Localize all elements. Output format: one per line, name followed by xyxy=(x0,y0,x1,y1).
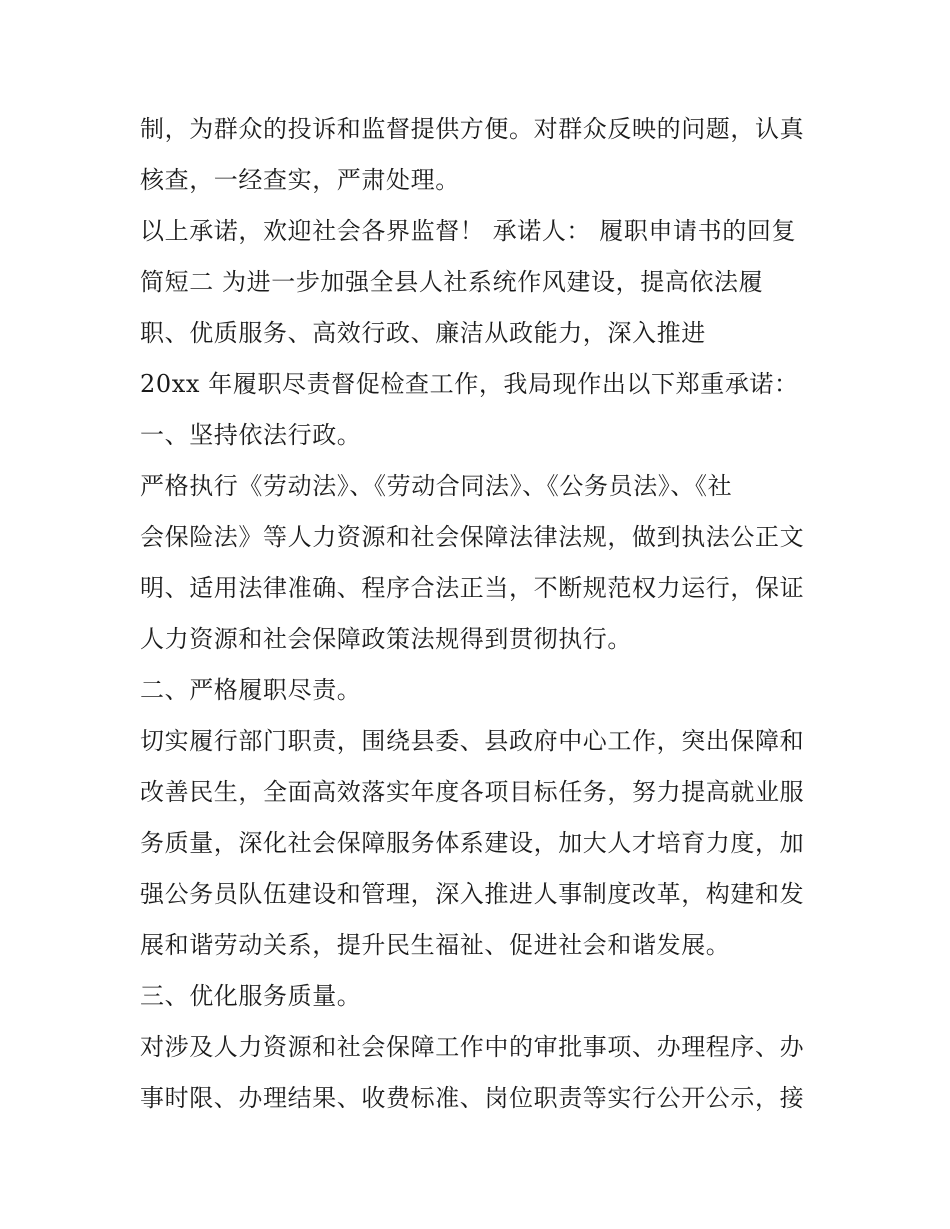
text-line: 事时限、办理结果、收费标准、岗位职责等实行公开公示，接 xyxy=(140,1084,805,1112)
text-line: 务质量，深化社会保障服务体系建设，加大人才培育力度，加 xyxy=(140,829,805,857)
text-line: 20xx 年履职尽责督促检查工作，我局现作出以下郑重承诺： xyxy=(140,370,799,398)
text-line: 对涉及人力资源和社会保障工作中的审批事项、办理程序、办 xyxy=(140,1033,805,1061)
text-line: 切实履行部门职责，围绕县委、县政府中心工作，突出保障和 xyxy=(140,727,805,755)
text-line: 明、适用法律准确、程序合法正当，不断规范权力运行，保证 xyxy=(140,574,805,602)
text-line: 展和谐劳动关系，提升民生福祉、促进社会和谐发展。 xyxy=(140,931,731,959)
text-line: 以上承诺，欢迎社会各界监督！ 承诺人： 履职申请书的回复 xyxy=(140,217,797,245)
text-line: 制，为群众的投诉和监督提供方便。对群众反映的问题，认真 xyxy=(140,115,805,143)
text-line: 会保险法》等人力资源和社会保障法律法规，做到执法公正文 xyxy=(140,523,805,551)
text-line: 核查，一经查实，严肃处理。 xyxy=(140,166,460,194)
section-heading: 一、坚持依法行政。 xyxy=(140,421,362,449)
text-line: 简短二 为进一步加强全县人社系统作风建设，提高依法履 xyxy=(140,268,764,296)
section-heading: 三、优化服务质量。 xyxy=(140,982,362,1010)
text-line: 强公务员队伍建设和管理，深入推进人事制度改革，构建和发 xyxy=(140,880,805,908)
section-heading: 二、严格履职尽责。 xyxy=(140,676,362,704)
text-line: 改善民生，全面高效落实年度各项目标任务，努力提高就业服 xyxy=(140,778,805,806)
text-line: 人力资源和社会保障政策法规得到贯彻执行。 xyxy=(140,625,632,653)
text-line: 严格执行《劳动法》、《劳动合同法》、《公务员法》、《社 xyxy=(140,472,733,500)
text-line: 职、优质服务、高效行政、廉洁从政能力，深入推进 xyxy=(140,319,706,347)
document-body xyxy=(140,104,820,1124)
